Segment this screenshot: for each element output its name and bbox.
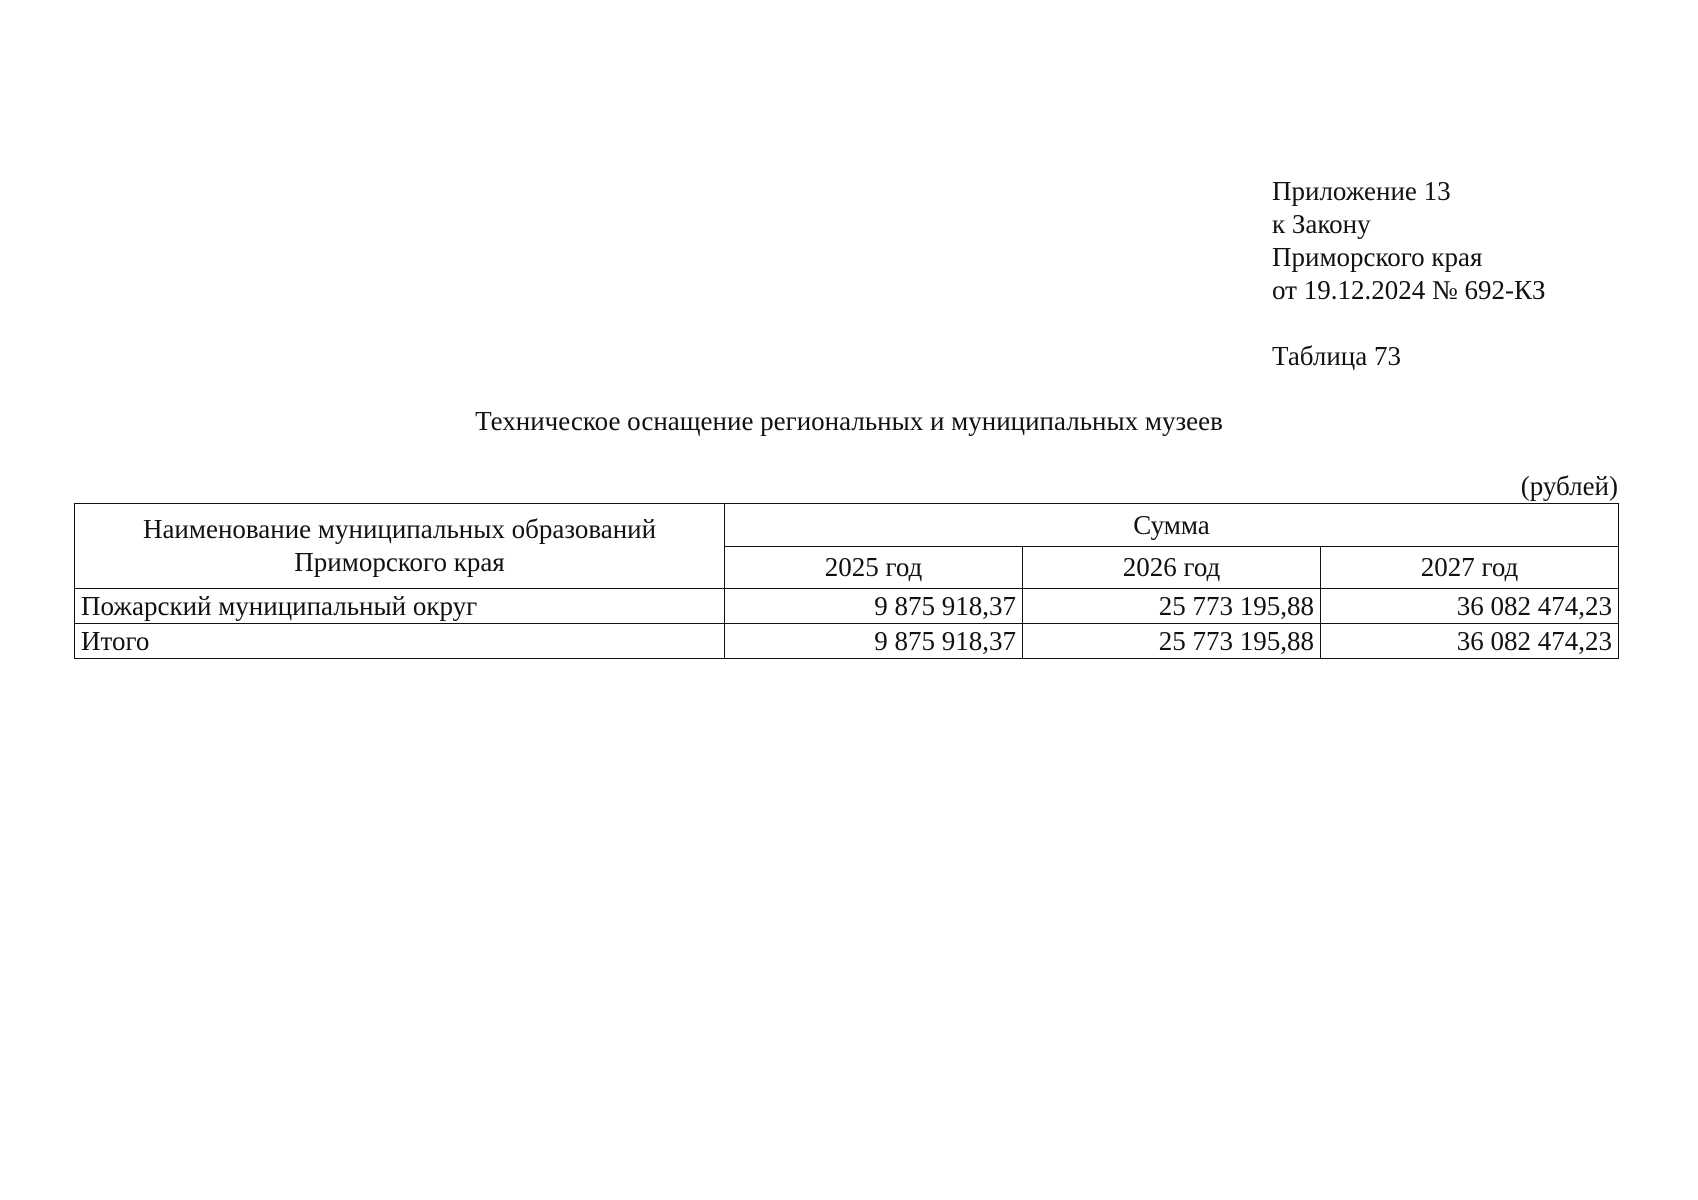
- total-name: Итого: [75, 624, 725, 659]
- appendix-line: Приморского края: [1272, 242, 1483, 272]
- header-municipality-line1: Наименование муниципальных образований: [142, 514, 657, 544]
- total-row: [75, 624, 1619, 659]
- header-municipality: [75, 504, 725, 589]
- appendix-line: Приложение 13: [1272, 176, 1451, 206]
- total-value-2025: 9 875 918,37: [725, 624, 1023, 659]
- units-label: (рублей): [1520, 471, 1618, 501]
- appendix-line: к Закону: [1272, 209, 1371, 239]
- document-title: Техническое оснащение региональных и муниципальных музеев: [475, 406, 1223, 436]
- row-value-2025: 9 875 918,37: [725, 589, 1023, 624]
- table-row: [75, 589, 1619, 624]
- appendix-block: [1272, 175, 1545, 307]
- appendix-line: от 19.12.2024 № 692-КЗ: [1272, 275, 1546, 305]
- header-year-2026: 2026 год: [1023, 546, 1321, 589]
- row-name: Пожарский муниципальный округ: [75, 589, 725, 624]
- header-sum: Сумма: [725, 504, 1619, 547]
- row-value-2026: 25 773 195,88: [1023, 589, 1321, 624]
- budget-table: [74, 503, 1619, 659]
- header-year-2025: 2025 год: [725, 546, 1023, 589]
- total-value-2026: 25 773 195,88: [1023, 624, 1321, 659]
- row-value-2027: 36 082 474,23: [1321, 589, 1619, 624]
- header-year-2027: 2027 год: [1321, 546, 1619, 589]
- table-number: Таблица 73: [1272, 341, 1401, 371]
- header-municipality-line2: Приморского края: [294, 547, 505, 577]
- total-value-2027: 36 082 474,23: [1321, 624, 1619, 659]
